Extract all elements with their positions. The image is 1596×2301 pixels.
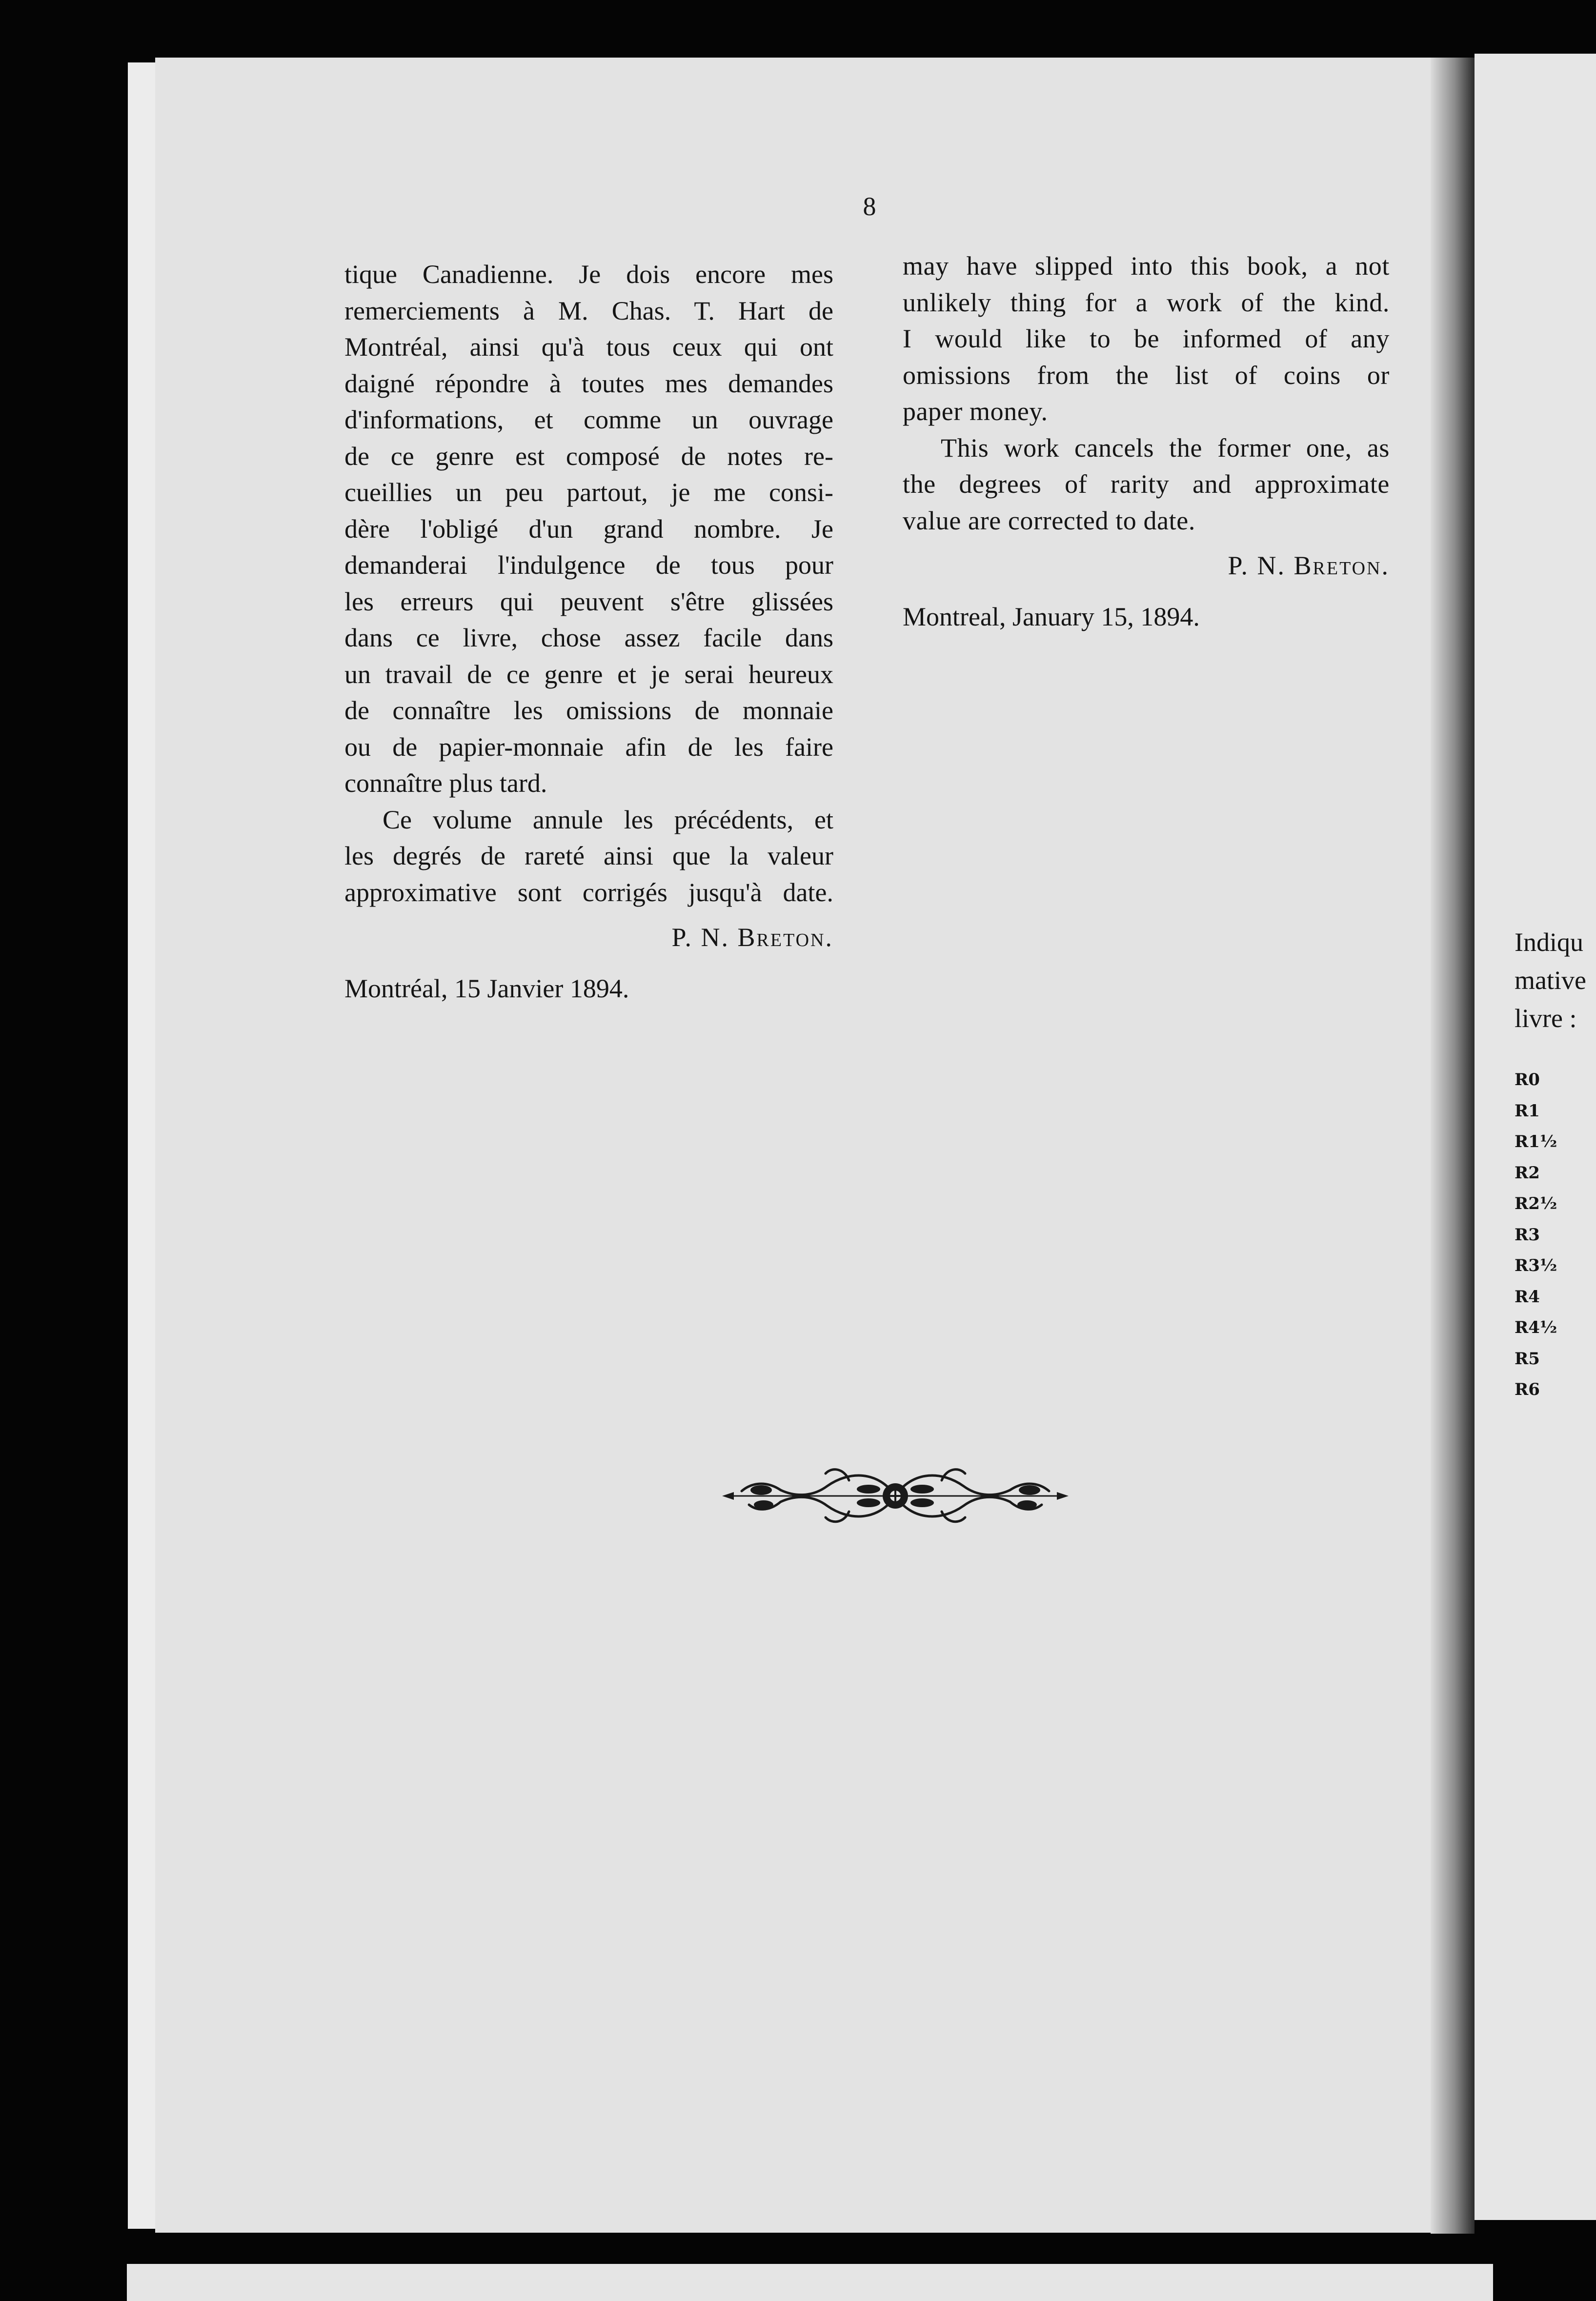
rarity-label: R4½ xyxy=(1515,1318,1557,1337)
rarity-label: R2½ xyxy=(1515,1194,1557,1213)
english-text-column xyxy=(903,248,1390,635)
rarity-label: R2 xyxy=(1515,1163,1540,1183)
rarity-label: R1 xyxy=(1515,1101,1540,1121)
french-line: tique Canadienne. Je dois encore mes xyxy=(344,260,833,289)
french-text-column xyxy=(344,256,833,1007)
next-scan-edge xyxy=(127,2264,1493,2301)
english-dateline: Montreal, January 15, 1894. xyxy=(903,602,1200,631)
rarity-label: R4 xyxy=(1515,1287,1540,1307)
facing-page-line: livre : xyxy=(1515,1004,1577,1033)
rarity-label: R3 xyxy=(1515,1225,1540,1245)
rarity-scale-list xyxy=(1515,1065,1557,1406)
french-line: connaître plus tard. xyxy=(344,768,547,798)
french-dateline: Montréal, 15 Janvier 1894. xyxy=(344,973,629,1003)
facing-page-text xyxy=(1515,923,1586,1037)
french-signature: P. N. Breton. xyxy=(671,923,833,952)
facing-page-line: mative xyxy=(1515,966,1586,995)
english-line: value are corrected to date. xyxy=(903,505,1195,535)
french-line: Ce volume annule les précédents, et xyxy=(383,805,833,834)
english-signature: P. N. Breton. xyxy=(1228,551,1390,580)
french-line: daigné répondre à toutes mes demandes xyxy=(344,368,833,398)
french-line: Montréal, ainsi qu'à tous ceux qui ont xyxy=(344,332,833,362)
rarity-label: R0 xyxy=(1515,1070,1540,1090)
english-line: This work cancels the former one, as xyxy=(941,433,1390,463)
french-line: demanderai l'indulgence de tous pour xyxy=(344,550,833,580)
english-line: unlikely thing for a work of the kind. xyxy=(903,287,1390,317)
english-line: may have slipped into this book, a not xyxy=(903,251,1390,281)
french-line: dère l'obligé d'un grand nombre. Je xyxy=(344,514,833,544)
page-number: 8 xyxy=(863,192,876,221)
french-line: dans ce livre, chose assez facile dans xyxy=(344,623,833,652)
rarity-label: R3½ xyxy=(1515,1256,1557,1275)
english-line: paper money. xyxy=(903,397,1048,426)
english-line: omissions from the list of coins or xyxy=(903,360,1390,390)
french-line: les degrés de rareté ainsi que la valeur xyxy=(344,841,833,870)
french-line: remerciements à M. Chas. T. Hart de xyxy=(344,296,833,325)
rarity-label: R1½ xyxy=(1515,1132,1557,1151)
ornament-flourish-icon xyxy=(722,1461,1069,1529)
french-line: d'informations, et comme un ouvrage xyxy=(344,405,833,434)
french-line: les erreurs qui peuvent s'être glissées xyxy=(344,586,833,616)
french-line: de connaître les omissions de monnaie xyxy=(344,696,833,725)
book-gutter-shadow xyxy=(1431,58,1475,2234)
french-line: de ce genre est composé de notes re- xyxy=(344,441,833,471)
english-line: I would like to be informed of any xyxy=(903,324,1390,353)
rarity-label: R5 xyxy=(1515,1349,1540,1369)
facing-page-line: Indiqu xyxy=(1515,928,1583,957)
english-line: the degrees of rarity and approximate xyxy=(903,469,1390,499)
french-line: cueillies un peu partout, je me consi- xyxy=(344,478,833,507)
french-line: ou de papier-monnaie afin de les faire xyxy=(344,732,833,762)
french-line: un travail de ce genre et je serai heureux xyxy=(344,659,833,689)
rarity-label: R6 xyxy=(1515,1380,1540,1399)
french-line: approximative sont corrigés jusqu'à date. xyxy=(344,877,833,907)
